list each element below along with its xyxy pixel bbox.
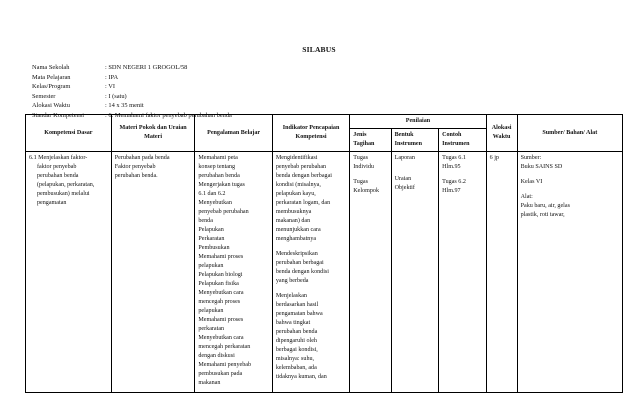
cell-line: kelembaban, ada xyxy=(275,365,317,371)
header-bentuk: Bentuk Instrumen xyxy=(391,129,439,152)
cell-line: pengamatan bahwa xyxy=(275,311,323,317)
cell-line: Objektif xyxy=(394,185,415,191)
cell-materi xyxy=(111,152,195,393)
info-label: Alokasi Waktu xyxy=(32,102,70,110)
cell-line: Perkaratan xyxy=(198,236,225,242)
cell-indikator xyxy=(272,152,349,393)
cell-alokasi: 6 jp xyxy=(486,152,517,393)
cell-line: Tugas xyxy=(353,179,368,185)
cell-line: perubahan benda xyxy=(198,173,240,179)
cell-pengalaman xyxy=(195,152,272,393)
info-row xyxy=(32,63,232,73)
info-value: : 14 x 35 menit xyxy=(105,102,144,110)
header-materi: Materi Pokok dan Uraian Materi xyxy=(111,115,195,152)
cell-line: benda xyxy=(198,218,213,224)
info-value: : IPA xyxy=(105,73,119,81)
cell-line: dengan diskusi xyxy=(198,353,235,359)
cell-line: perubahan benda xyxy=(37,173,79,179)
header-penilaian: Penilaian xyxy=(350,115,486,129)
cell-bentuk xyxy=(391,152,439,393)
cell-line: pelapukan kayu, xyxy=(275,191,316,197)
info-row xyxy=(32,73,232,83)
header-contoh: Contoh Instrumen xyxy=(439,129,487,152)
cell-line: Menyebutkan xyxy=(198,200,232,206)
cell-line: penyebab perubahan xyxy=(275,164,327,170)
cell-line: tidaknya kuman, dan xyxy=(275,374,327,380)
cell-line: pengamatan xyxy=(37,200,67,206)
cell-line: 6.1 dan 6.2 xyxy=(198,191,226,197)
cell-line: Menjelaskan xyxy=(275,293,307,299)
cell-line: Menyebutkan cara xyxy=(198,290,244,296)
identity-block xyxy=(32,63,232,121)
info-row xyxy=(32,101,232,111)
info-label: Mata Pelajaran xyxy=(32,73,71,81)
cell-line: faktor penyebab xyxy=(37,164,77,170)
cell-line: berbagai kondisi, xyxy=(275,347,318,353)
cell-line: pembusukan pada xyxy=(198,371,243,377)
cell-line: benda dengan berbagai xyxy=(275,173,332,179)
cell-line: perkaratan logam, dan xyxy=(275,200,331,206)
cell-line: perubahan benda. xyxy=(114,173,158,179)
info-label: Kelas/Program xyxy=(32,83,71,91)
cell-line: mencegah proses xyxy=(198,299,241,305)
cell-line: Pelapukan fisika xyxy=(198,281,239,287)
cell-line: berdasarkan hasil xyxy=(275,302,319,308)
cell-line: Mengidentifikasi xyxy=(275,155,318,161)
info-label: Standar Kompetensi xyxy=(32,111,85,119)
cell-line: Paku baru, air, gelas xyxy=(520,203,570,209)
cell-line: Pelapukan biologi xyxy=(198,272,243,278)
cell-line: bahwa tingkat xyxy=(275,320,311,326)
cell-line: perubahan berbagai xyxy=(275,260,324,266)
cell-line: Menyebutkan cara xyxy=(198,335,244,341)
cell-line: Hlm.95 xyxy=(442,164,461,170)
cell-line: Individu xyxy=(353,164,374,170)
cell-line: Memahami proses xyxy=(198,317,244,323)
cell-line: menunjukkan cara xyxy=(275,227,321,233)
info-label: Semester xyxy=(32,92,56,100)
cell-line: kondisi (misalnya, xyxy=(275,182,321,188)
cell-line: konsep tentang xyxy=(198,164,236,170)
syllabus-table xyxy=(25,114,623,393)
info-row xyxy=(32,82,232,92)
cell-line: plastik, roti tawar, xyxy=(520,212,565,218)
cell-line: (pelapukan, perkaratan, xyxy=(37,182,95,188)
cell-line: mencegah perkaratan xyxy=(198,344,251,350)
document-title: SILABUS xyxy=(302,45,336,54)
cell-line: Tugas 6.2 xyxy=(442,179,466,185)
cell-line: menghambatnya xyxy=(275,236,317,242)
cell-line: Memahami penyebab xyxy=(198,362,251,368)
cell-line: Mendeskripsikan xyxy=(275,251,318,257)
cell-kompetensi xyxy=(26,152,112,393)
header-jenis: Jenis Tagihan xyxy=(350,129,391,152)
cell-contoh xyxy=(439,152,487,393)
cell-line: penyebab perubahan xyxy=(198,209,249,215)
cell-sumber xyxy=(517,152,622,393)
cell-line: pembusukan) melalui xyxy=(37,191,90,197)
cell-line: Memahami proses xyxy=(198,254,244,260)
cell-line: Perubahan pada benda xyxy=(114,155,170,161)
cell-line: Sumber: xyxy=(520,155,542,161)
cell-line: perubahan benda xyxy=(275,329,318,335)
cell-line: Laporan xyxy=(394,155,415,161)
header-sumber: Sumber/ Bahan/ Alat xyxy=(517,115,622,152)
cell-line: makanan) dan xyxy=(275,218,311,224)
cell-line: Kelompok xyxy=(353,188,380,194)
cell-line: benda dengan kondisi xyxy=(275,269,329,275)
info-row xyxy=(32,92,232,102)
cell-line: Tugas xyxy=(353,155,368,161)
header-kompetensi-dasar: Kompetensi Dasar xyxy=(26,115,112,152)
header-indikator: Indikator Pencapaian Kompetensi xyxy=(272,115,349,152)
info-label: Nama Sekolah xyxy=(32,64,70,71)
cell-line: misalnya: suhu, xyxy=(275,356,315,362)
cell-line: dipengaruhi oleh xyxy=(275,338,317,344)
cell-line: Hlm.97 xyxy=(442,188,461,194)
cell-line: Kelas VI xyxy=(520,179,543,185)
header-pengalaman: Pengalaman Belajar xyxy=(195,115,272,152)
cell-line: Uraian xyxy=(394,176,412,182)
cell-line: perkaratan xyxy=(198,326,225,332)
info-value: : VI xyxy=(105,83,116,91)
cell-line: makanan xyxy=(198,380,221,386)
cell-line: Pembusukan xyxy=(198,245,230,251)
cell-line: Tugas 6.1 xyxy=(442,155,466,161)
cell-line: Faktor penyebab xyxy=(114,164,156,170)
cell-line: pelapukan xyxy=(198,263,224,269)
cell-jenis xyxy=(350,152,391,393)
cell-line: Pelapukan xyxy=(198,227,224,233)
cell-line: Alat: xyxy=(520,194,533,200)
info-value: : I (satu) xyxy=(105,92,127,100)
cell-line: Mengerjakan tugas xyxy=(198,182,245,188)
cell-line: yang berbeda xyxy=(275,278,309,284)
cell-line: 6.1 Menjelaskan faktor- xyxy=(29,155,88,161)
cell-line: pelapukan xyxy=(198,308,224,314)
info-value: : 6. Memahami faktor penyebab perubahan benda xyxy=(105,111,232,119)
cell-line: membusuknya xyxy=(275,209,312,215)
info-value: : SDN NEGERI 1 GROGOL/58 xyxy=(105,64,188,71)
header-alokasi: Alokasi Waktu xyxy=(486,115,517,152)
cell-line: Memahami peta xyxy=(198,155,238,161)
cell-line: Buku SAINS SD xyxy=(520,164,563,170)
